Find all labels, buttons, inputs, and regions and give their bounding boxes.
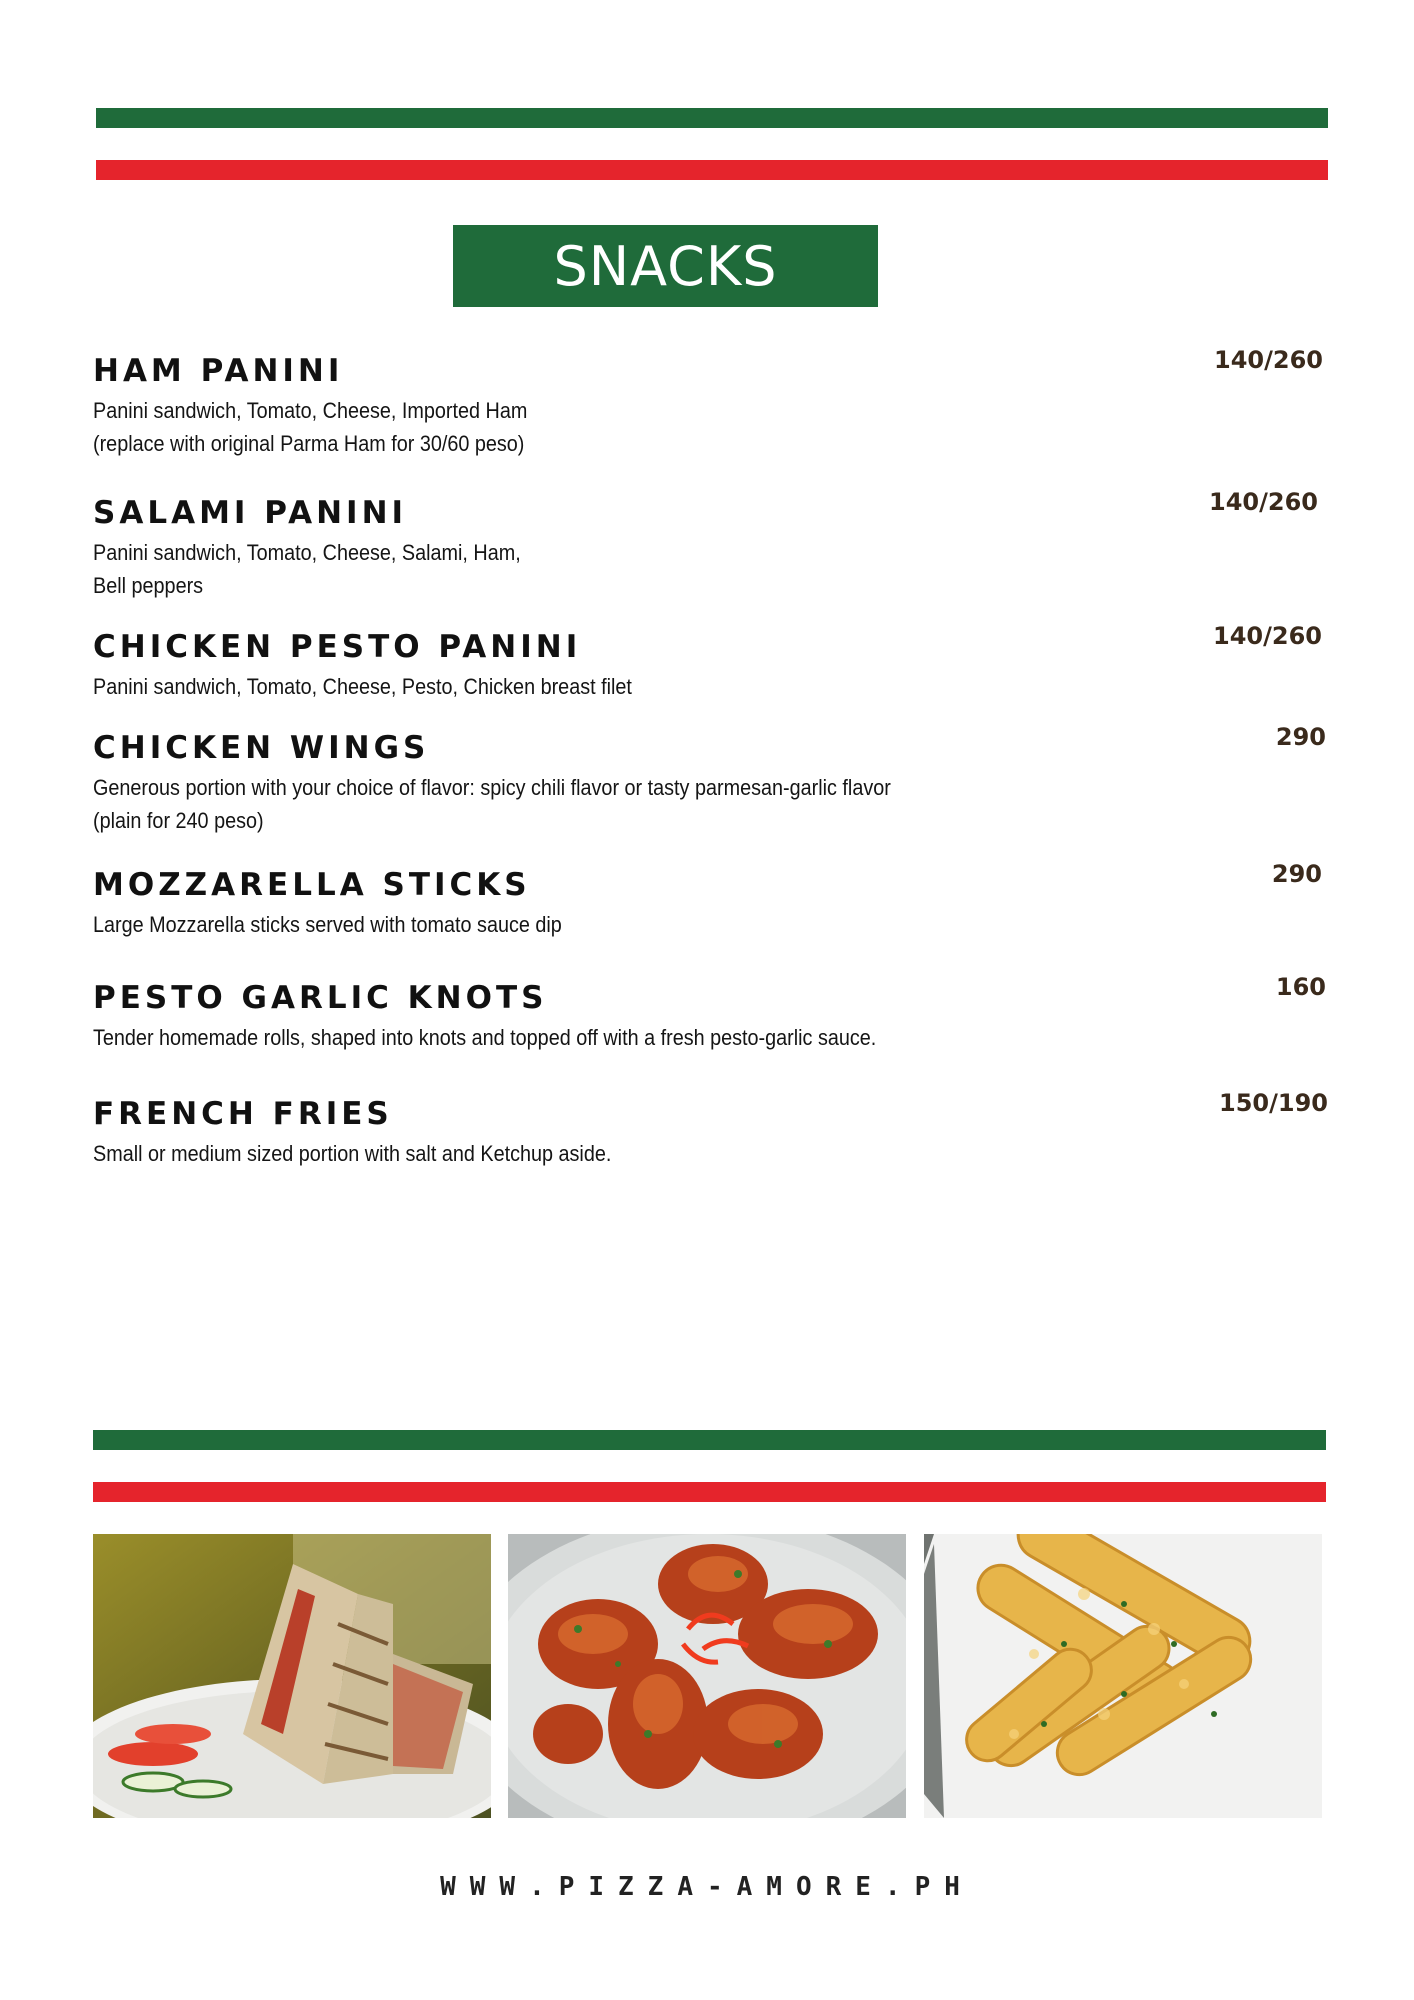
item-description-line: (plain for 240 peso) xyxy=(93,808,264,833)
item-description xyxy=(93,771,1200,837)
mozzarella-sticks-photo xyxy=(924,1534,1322,1818)
item-name: FRENCH FRIES xyxy=(93,1096,393,1132)
item-price: 140/260 xyxy=(1209,488,1318,516)
item-name: CHICKEN WINGS xyxy=(93,730,430,766)
top-green-stripe xyxy=(96,108,1328,128)
item-description xyxy=(93,1137,1200,1170)
item-name: HAM PANINI xyxy=(93,353,344,389)
item-name: SALAMI PANINI xyxy=(93,495,408,531)
item-description xyxy=(93,670,1200,703)
item-name: PESTO GARLIC KNOTS xyxy=(93,980,548,1016)
item-name: MOZZARELLA STICKS xyxy=(93,867,531,903)
menu-item-mozzarella-sticks xyxy=(93,860,1323,941)
section-heading-text: SNACKS xyxy=(553,234,778,298)
item-price: 160 xyxy=(1275,973,1326,1001)
item-price: 140/260 xyxy=(1214,346,1323,374)
item-description-line: Panini sandwich, Tomato, Cheese, Pesto, Chicken breast filet xyxy=(93,674,632,699)
bottom-red-stripe xyxy=(93,1482,1326,1502)
item-description-line: Large Mozzarella sticks served with tomato sauce dip xyxy=(93,912,562,937)
menu-item-salami-panini xyxy=(93,488,1323,602)
bottom-green-stripe xyxy=(93,1430,1326,1450)
menu-item-chicken-wings xyxy=(93,723,1326,837)
menu-item-chicken-pesto-panini xyxy=(93,622,1323,703)
item-description xyxy=(93,908,1200,941)
item-name: CHICKEN PESTO PANINI xyxy=(93,629,582,665)
item-description-line: Panini sandwich, Tomato, Cheese, Imported Ham xyxy=(93,398,528,423)
item-description-line: Tender homemade rolls, shaped into knots and topped off with a fresh pesto-garlic sauce. xyxy=(93,1025,877,1050)
menu-item-french-fries xyxy=(93,1089,1328,1170)
section-heading xyxy=(453,225,878,307)
item-description-line: Bell peppers xyxy=(93,573,204,598)
menu-item-ham-panini xyxy=(93,346,1323,460)
top-red-stripe xyxy=(96,160,1328,180)
item-description xyxy=(93,394,1200,460)
item-description xyxy=(93,536,1200,602)
chicken-wings-photo xyxy=(508,1534,906,1818)
item-price: 140/260 xyxy=(1213,622,1322,650)
item-description-line: Generous portion with your choice of flavor: spicy chili flavor or tasty parmesan-garlic flavor xyxy=(93,775,891,800)
item-description-line: Panini sandwich, Tomato, Cheese, Salami, Ham, xyxy=(93,540,521,565)
item-description xyxy=(93,1021,1200,1054)
item-price: 290 xyxy=(1275,723,1326,751)
website-url: WWW.PIZZA-AMORE.PH xyxy=(440,1872,974,1902)
item-description-line: (replace with original Parma Ham for 30/60 peso) xyxy=(93,431,525,456)
item-price: 290 xyxy=(1271,860,1322,888)
menu-item-pesto-garlic-knots xyxy=(93,973,1326,1054)
item-description-line: Small or medium sized portion with salt and Ketchup aside. xyxy=(93,1141,612,1166)
item-price: 150/190 xyxy=(1219,1089,1328,1117)
panini-photo xyxy=(93,1534,491,1818)
